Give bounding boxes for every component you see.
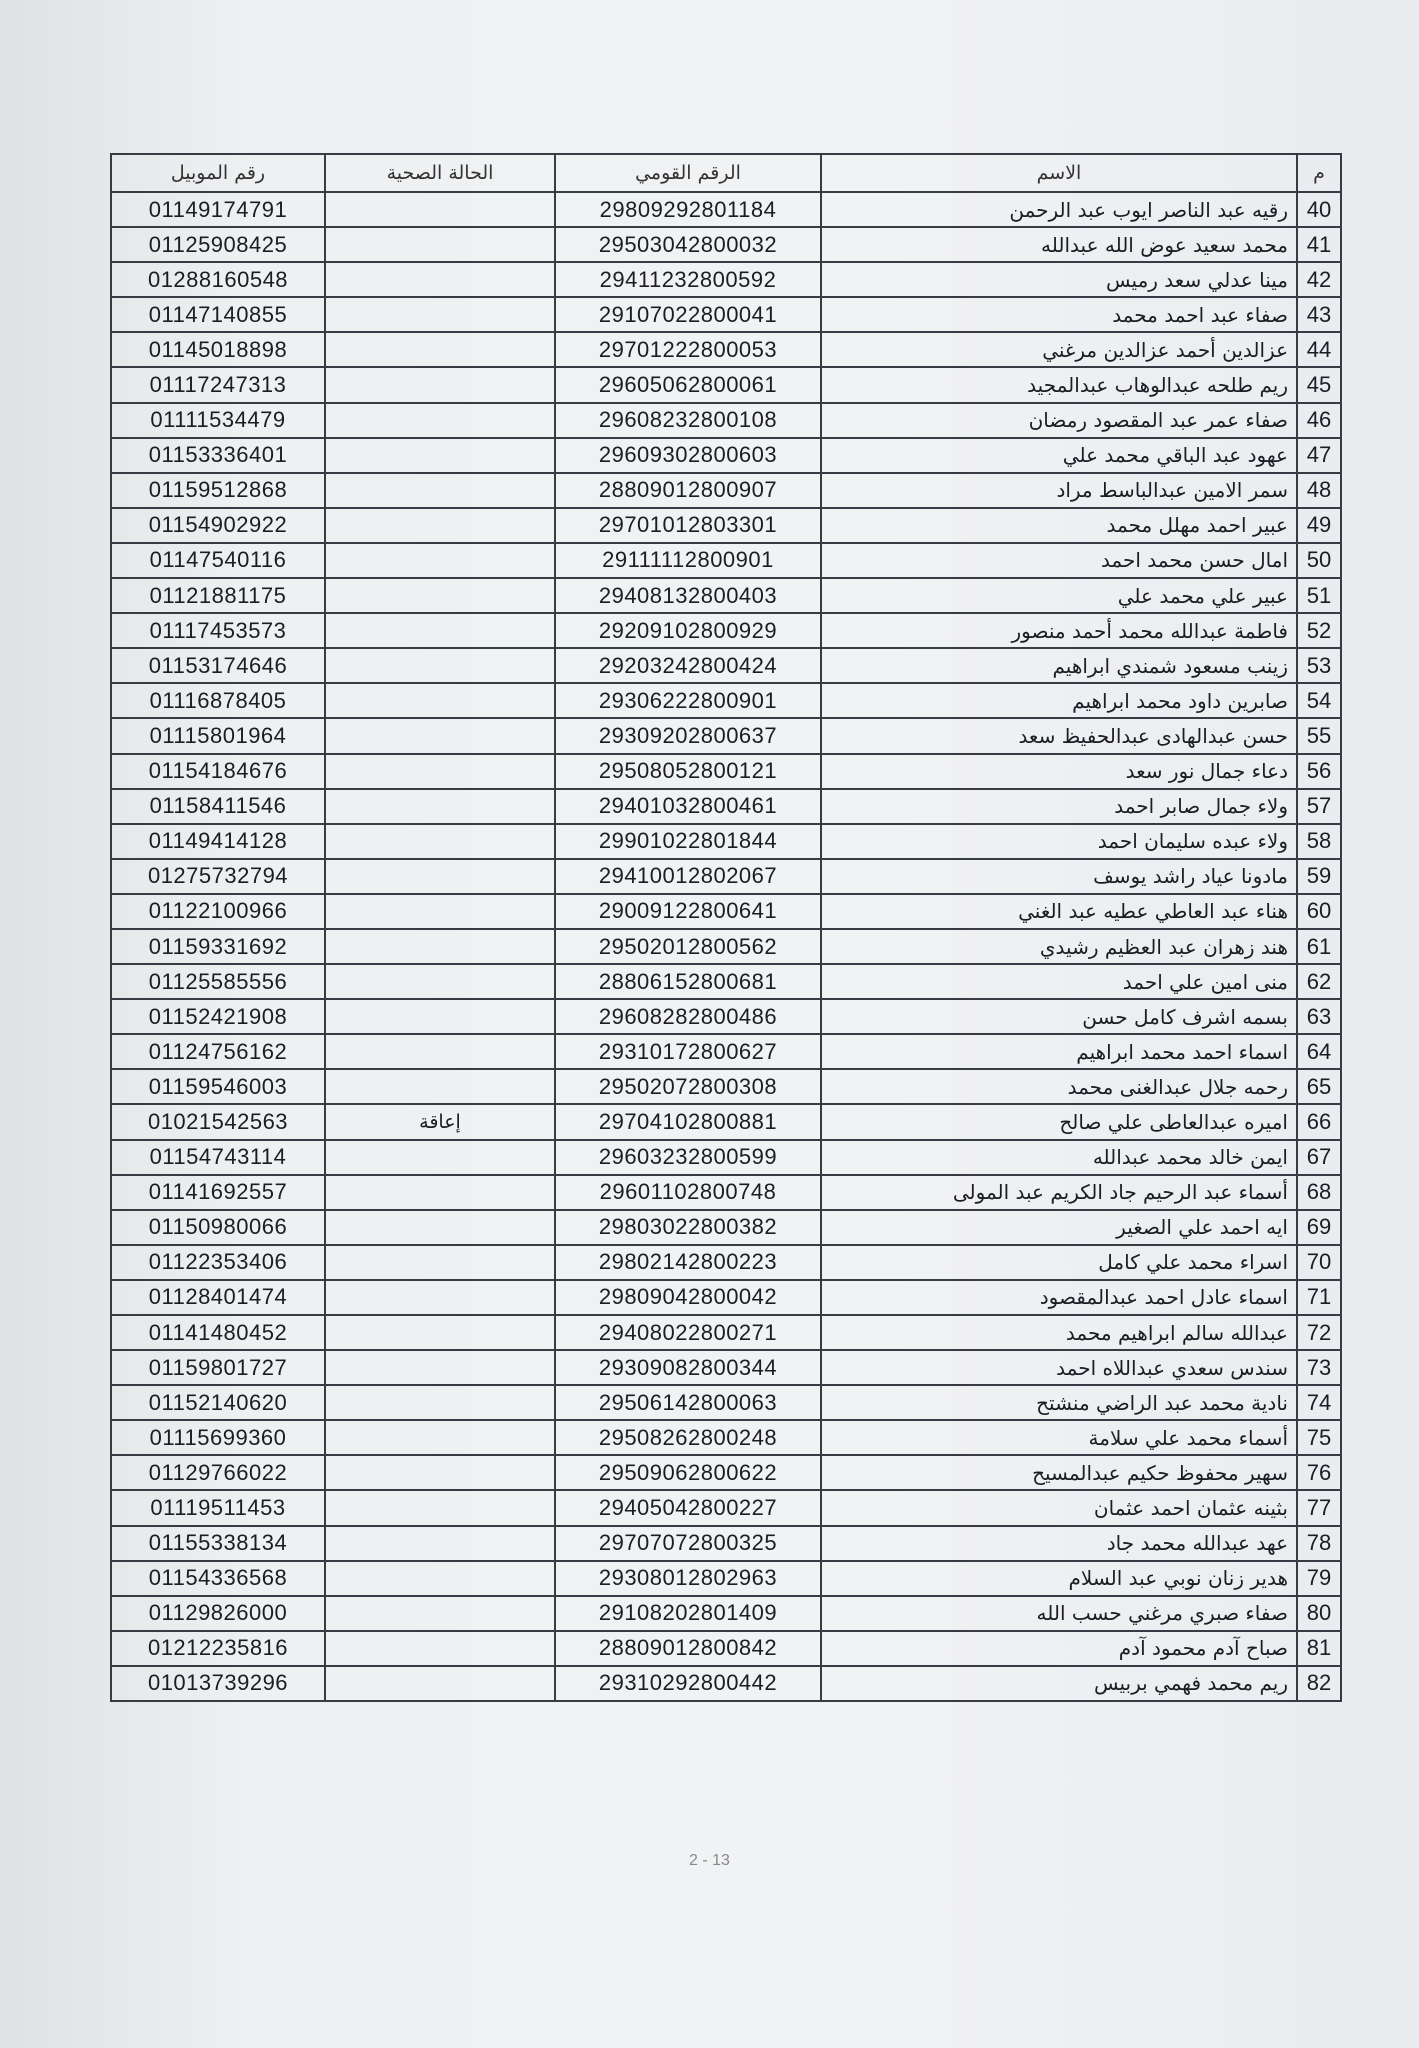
mobile-number: 01129766022 [111, 1455, 325, 1490]
health-status [325, 1280, 555, 1315]
person-name: عهد عبدالله محمد جاد [821, 1526, 1297, 1561]
row-number: 56 [1297, 754, 1341, 789]
health-status [325, 964, 555, 999]
row-number: 71 [1297, 1280, 1341, 1315]
health-status [325, 1245, 555, 1280]
health-status: إعاقة [325, 1104, 555, 1139]
health-status [325, 999, 555, 1034]
national-id: 28809012800907 [555, 473, 821, 508]
row-number: 52 [1297, 613, 1341, 648]
mobile-number: 01154336568 [111, 1561, 325, 1596]
table-row [111, 1069, 1341, 1104]
table-row [111, 1350, 1341, 1385]
mobile-number: 01159331692 [111, 929, 325, 964]
national-id: 29503042800032 [555, 227, 821, 262]
national-id: 29111112800901 [555, 543, 821, 578]
mobile-number: 01141480452 [111, 1315, 325, 1350]
national-id: 29608232800108 [555, 403, 821, 438]
health-status [325, 1490, 555, 1525]
row-number: 61 [1297, 929, 1341, 964]
health-status [325, 1455, 555, 1490]
person-name: بثينه عثمان احمد عثمان [821, 1490, 1297, 1525]
health-status [325, 894, 555, 929]
row-number: 76 [1297, 1455, 1341, 1490]
person-name: ولاء عبده سليمان احمد [821, 824, 1297, 859]
row-number: 59 [1297, 859, 1341, 894]
national-id: 29901022801844 [555, 824, 821, 859]
table-row [111, 1420, 1341, 1455]
national-id: 28809012800842 [555, 1631, 821, 1666]
health-status [325, 438, 555, 473]
row-number: 55 [1297, 718, 1341, 753]
health-status [325, 1420, 555, 1455]
national-id: 29809292801184 [555, 192, 821, 227]
table-row [111, 227, 1341, 262]
health-status [325, 1315, 555, 1350]
national-id: 29308012802963 [555, 1561, 821, 1596]
table-row [111, 1280, 1341, 1315]
national-id: 29608282800486 [555, 999, 821, 1034]
health-status [325, 297, 555, 332]
table-row [111, 754, 1341, 789]
table-row [111, 613, 1341, 648]
national-id: 29506142800063 [555, 1385, 821, 1420]
row-number: 53 [1297, 648, 1341, 683]
person-name: أسماء محمد علي سلامة [821, 1420, 1297, 1455]
mobile-number: 01152140620 [111, 1385, 325, 1420]
person-name: صابرين داود محمد ابراهيم [821, 683, 1297, 718]
table-row [111, 718, 1341, 753]
table-row [111, 1034, 1341, 1069]
national-id: 29502012800562 [555, 929, 821, 964]
mobile-number: 01116878405 [111, 683, 325, 718]
national-id: 29209102800929 [555, 613, 821, 648]
national-id: 29309202800637 [555, 718, 821, 753]
person-name: ايه احمد علي الصغير [821, 1210, 1297, 1245]
row-number: 62 [1297, 964, 1341, 999]
national-id: 29401032800461 [555, 789, 821, 824]
table-row [111, 1490, 1341, 1525]
table-row [111, 964, 1341, 999]
row-number: 82 [1297, 1666, 1341, 1701]
national-id: 29701222800053 [555, 332, 821, 367]
health-status [325, 473, 555, 508]
mobile-number: 01117453573 [111, 613, 325, 648]
row-number: 78 [1297, 1526, 1341, 1561]
national-id: 29502072800308 [555, 1069, 821, 1104]
row-number: 81 [1297, 1631, 1341, 1666]
person-name: هند زهران عبد العظيم رشيدي [821, 929, 1297, 964]
table-row [111, 473, 1341, 508]
health-status [325, 508, 555, 543]
national-id: 29603232800599 [555, 1140, 821, 1175]
table-row [111, 1104, 1341, 1139]
person-name: رحمه جلال عبدالغنى محمد [821, 1069, 1297, 1104]
national-id: 29508052800121 [555, 754, 821, 789]
mobile-number: 01154743114 [111, 1140, 325, 1175]
mobile-number: 01147140855 [111, 297, 325, 332]
mobile-number: 01117247313 [111, 367, 325, 402]
mobile-number: 01122100966 [111, 894, 325, 929]
table-row [111, 1140, 1341, 1175]
national-id: 29605062800061 [555, 367, 821, 402]
mobile-number: 01115699360 [111, 1420, 325, 1455]
national-id: 29309082800344 [555, 1350, 821, 1385]
national-id: 29803022800382 [555, 1210, 821, 1245]
table-row [111, 543, 1341, 578]
health-status [325, 403, 555, 438]
health-status [325, 613, 555, 648]
person-name: هناء عبد العاطي عطيه عبد الغني [821, 894, 1297, 929]
page-number: 2 - 13 [689, 1852, 730, 1869]
health-status [325, 718, 555, 753]
person-name: صفاء عبد احمد محمد [821, 297, 1297, 332]
health-status [325, 1596, 555, 1631]
national-id: 29809042800042 [555, 1280, 821, 1315]
row-number: 73 [1297, 1350, 1341, 1385]
mobile-number: 01115801964 [111, 718, 325, 753]
national-id: 28806152800681 [555, 964, 821, 999]
table-row [111, 894, 1341, 929]
person-name: بسمه اشرف كامل حسن [821, 999, 1297, 1034]
row-number: 63 [1297, 999, 1341, 1034]
mobile-number: 01125585556 [111, 964, 325, 999]
person-name: عهود عبد الباقي محمد علي [821, 438, 1297, 473]
national-id: 29408132800403 [555, 578, 821, 613]
person-name: صفاء عمر عبد المقصود رمضان [821, 403, 1297, 438]
table-row [111, 1631, 1341, 1666]
row-number: 46 [1297, 403, 1341, 438]
table-row [111, 1526, 1341, 1561]
mobile-number: 01149174791 [111, 192, 325, 227]
national-id: 29704102800881 [555, 1104, 821, 1139]
row-number: 74 [1297, 1385, 1341, 1420]
row-number: 75 [1297, 1420, 1341, 1455]
mobile-number: 01119511453 [111, 1490, 325, 1525]
mobile-number: 01125908425 [111, 227, 325, 262]
national-id: 29410012802067 [555, 859, 821, 894]
health-status [325, 1631, 555, 1666]
mobile-number: 01111534479 [111, 403, 325, 438]
row-number: 77 [1297, 1490, 1341, 1525]
row-number: 79 [1297, 1561, 1341, 1596]
table-row [111, 1175, 1341, 1210]
health-status [325, 824, 555, 859]
table-row [111, 648, 1341, 683]
person-name: زينب مسعود شمندي ابراهيم [821, 648, 1297, 683]
row-number: 70 [1297, 1245, 1341, 1280]
header-national-id: الرقم القومي [555, 154, 821, 192]
row-number: 66 [1297, 1104, 1341, 1139]
health-status [325, 1175, 555, 1210]
row-number: 42 [1297, 262, 1341, 297]
person-name: ريم طلحه عبدالوهاب عبدالمجيد [821, 367, 1297, 402]
health-status [325, 929, 555, 964]
row-number: 44 [1297, 332, 1341, 367]
health-status [325, 227, 555, 262]
mobile-number: 01145018898 [111, 332, 325, 367]
national-id: 29203242800424 [555, 648, 821, 683]
mobile-number: 01154184676 [111, 754, 325, 789]
row-number: 58 [1297, 824, 1341, 859]
health-status [325, 1034, 555, 1069]
row-number: 68 [1297, 1175, 1341, 1210]
national-id: 29408022800271 [555, 1315, 821, 1350]
health-status [325, 367, 555, 402]
health-status [325, 578, 555, 613]
mobile-number: 01021542563 [111, 1104, 325, 1139]
mobile-number: 01158411546 [111, 789, 325, 824]
health-status [325, 1385, 555, 1420]
person-name: صفاء صبري مرغني حسب الله [821, 1596, 1297, 1631]
national-id: 29701012803301 [555, 508, 821, 543]
person-name: عبدالله سالم ابراهيم محمد [821, 1315, 1297, 1350]
national-id: 29411232800592 [555, 262, 821, 297]
person-name: مادونا عياد راشد يوسف [821, 859, 1297, 894]
mobile-number: 01129826000 [111, 1596, 325, 1631]
header-num: م [1297, 154, 1341, 192]
person-name: سندس سعدي عبداللاه احمد [821, 1350, 1297, 1385]
row-number: 67 [1297, 1140, 1341, 1175]
person-name: اسماء عادل احمد عبدالمقصود [821, 1280, 1297, 1315]
person-name: سهير محفوظ حكيم عبدالمسيح [821, 1455, 1297, 1490]
health-status [325, 543, 555, 578]
header-name: الاسم [821, 154, 1297, 192]
person-name: منى امين علي احمد [821, 964, 1297, 999]
national-id: 29108202801409 [555, 1596, 821, 1631]
row-number: 69 [1297, 1210, 1341, 1245]
national-id: 29310292800442 [555, 1666, 821, 1701]
mobile-number: 01153174646 [111, 648, 325, 683]
table-row [111, 438, 1341, 473]
national-id: 29405042800227 [555, 1490, 821, 1525]
table-row [111, 1385, 1341, 1420]
row-number: 65 [1297, 1069, 1341, 1104]
mobile-number: 01154902922 [111, 508, 325, 543]
table-row [111, 1666, 1341, 1701]
mobile-number: 01150980066 [111, 1210, 325, 1245]
person-name: عبير احمد مهلل محمد [821, 508, 1297, 543]
mobile-number: 01013739296 [111, 1666, 325, 1701]
national-id: 29802142800223 [555, 1245, 821, 1280]
mobile-number: 01212235816 [111, 1631, 325, 1666]
row-number: 47 [1297, 438, 1341, 473]
health-status [325, 1561, 555, 1596]
person-name: عزالدين أحمد عزالدين مرغني [821, 332, 1297, 367]
mobile-number: 01147540116 [111, 543, 325, 578]
health-status [325, 754, 555, 789]
table-row [111, 1245, 1341, 1280]
row-number: 45 [1297, 367, 1341, 402]
table-row [111, 824, 1341, 859]
table-row [111, 192, 1341, 227]
person-name: اميره عبدالعاطى علي صالح [821, 1104, 1297, 1139]
row-number: 50 [1297, 543, 1341, 578]
table-row [111, 683, 1341, 718]
mobile-number: 01159801727 [111, 1350, 325, 1385]
mobile-number: 01122353406 [111, 1245, 325, 1280]
person-name: اسماء احمد محمد ابراهيم [821, 1034, 1297, 1069]
health-status [325, 789, 555, 824]
table-row [111, 367, 1341, 402]
mobile-number: 01149414128 [111, 824, 325, 859]
health-status [325, 332, 555, 367]
person-name: ريم محمد فهمي بربيس [821, 1666, 1297, 1701]
person-name: امال حسن محمد احمد [821, 543, 1297, 578]
row-number: 40 [1297, 192, 1341, 227]
health-status [325, 1350, 555, 1385]
health-status [325, 1666, 555, 1701]
person-name: عبير علي محمد علي [821, 578, 1297, 613]
person-name: سمر الامين عبدالباسط مراد [821, 473, 1297, 508]
table-row [111, 1210, 1341, 1245]
table-row [111, 508, 1341, 543]
row-number: 41 [1297, 227, 1341, 262]
row-number: 60 [1297, 894, 1341, 929]
health-status [325, 648, 555, 683]
health-status [325, 1069, 555, 1104]
person-name: دعاء جمال نور سعد [821, 754, 1297, 789]
person-name: ولاء جمال صابر احمد [821, 789, 1297, 824]
national-id: 29310172800627 [555, 1034, 821, 1069]
mobile-number: 01288160548 [111, 262, 325, 297]
table-row [111, 262, 1341, 297]
person-name: فاطمة عبدالله محمد أحمد منصور [821, 613, 1297, 648]
mobile-number: 01128401474 [111, 1280, 325, 1315]
table-row [111, 403, 1341, 438]
person-name: نادية محمد عبد الراضي منشتح [821, 1385, 1297, 1420]
national-id: 29609302800603 [555, 438, 821, 473]
table-row [111, 1596, 1341, 1631]
row-number: 48 [1297, 473, 1341, 508]
national-id: 29508262800248 [555, 1420, 821, 1455]
person-name: حسن عبدالهادى عبدالحفيظ سعد [821, 718, 1297, 753]
table-row [111, 578, 1341, 613]
person-name: أسماء عبد الرحيم جاد الكريم عبد المولى [821, 1175, 1297, 1210]
table-row [111, 297, 1341, 332]
table-row [111, 859, 1341, 894]
mobile-number: 01275732794 [111, 859, 325, 894]
mobile-number: 01152421908 [111, 999, 325, 1034]
row-number: 49 [1297, 508, 1341, 543]
table-header-row [111, 154, 1341, 192]
table-row [111, 789, 1341, 824]
mobile-number: 01121881175 [111, 578, 325, 613]
health-status [325, 1526, 555, 1561]
row-number: 72 [1297, 1315, 1341, 1350]
health-status [325, 262, 555, 297]
national-id: 29509062800622 [555, 1455, 821, 1490]
mobile-number: 01159546003 [111, 1069, 325, 1104]
table-row [111, 929, 1341, 964]
header-mobile: رقم الموبيل [111, 154, 325, 192]
table-row [111, 1455, 1341, 1490]
roster-table [110, 153, 1342, 1702]
health-status [325, 1140, 555, 1175]
person-name: صباح آدم محمود آدم [821, 1631, 1297, 1666]
mobile-number: 01141692557 [111, 1175, 325, 1210]
national-id: 29107022800041 [555, 297, 821, 332]
person-name: ايمن خالد محمد عبدالله [821, 1140, 1297, 1175]
mobile-number: 01155338134 [111, 1526, 325, 1561]
health-status [325, 1210, 555, 1245]
row-number: 57 [1297, 789, 1341, 824]
health-status [325, 859, 555, 894]
person-name: هدير زنان نوبي عبد السلام [821, 1561, 1297, 1596]
table-row [111, 1315, 1341, 1350]
row-number: 80 [1297, 1596, 1341, 1631]
row-number: 64 [1297, 1034, 1341, 1069]
row-number: 43 [1297, 297, 1341, 332]
table-row [111, 332, 1341, 367]
mobile-number: 01159512868 [111, 473, 325, 508]
row-number: 51 [1297, 578, 1341, 613]
person-name: محمد سعيد عوض الله عبدالله [821, 227, 1297, 262]
national-id: 29306222800901 [555, 683, 821, 718]
national-id: 29601102800748 [555, 1175, 821, 1210]
person-name: اسراء محمد علي كامل [821, 1245, 1297, 1280]
table-body [111, 192, 1341, 1701]
table-row [111, 1561, 1341, 1596]
person-name: مينا عدلي سعد رميس [821, 262, 1297, 297]
header-health-status: الحالة الصحية [325, 154, 555, 192]
national-id: 29009122800641 [555, 894, 821, 929]
mobile-number: 01153336401 [111, 438, 325, 473]
health-status [325, 683, 555, 718]
person-name: رقيه عبد الناصر ايوب عبد الرحمن [821, 192, 1297, 227]
health-status [325, 192, 555, 227]
table-row [111, 999, 1341, 1034]
row-number: 54 [1297, 683, 1341, 718]
national-id: 29707072800325 [555, 1526, 821, 1561]
mobile-number: 01124756162 [111, 1034, 325, 1069]
